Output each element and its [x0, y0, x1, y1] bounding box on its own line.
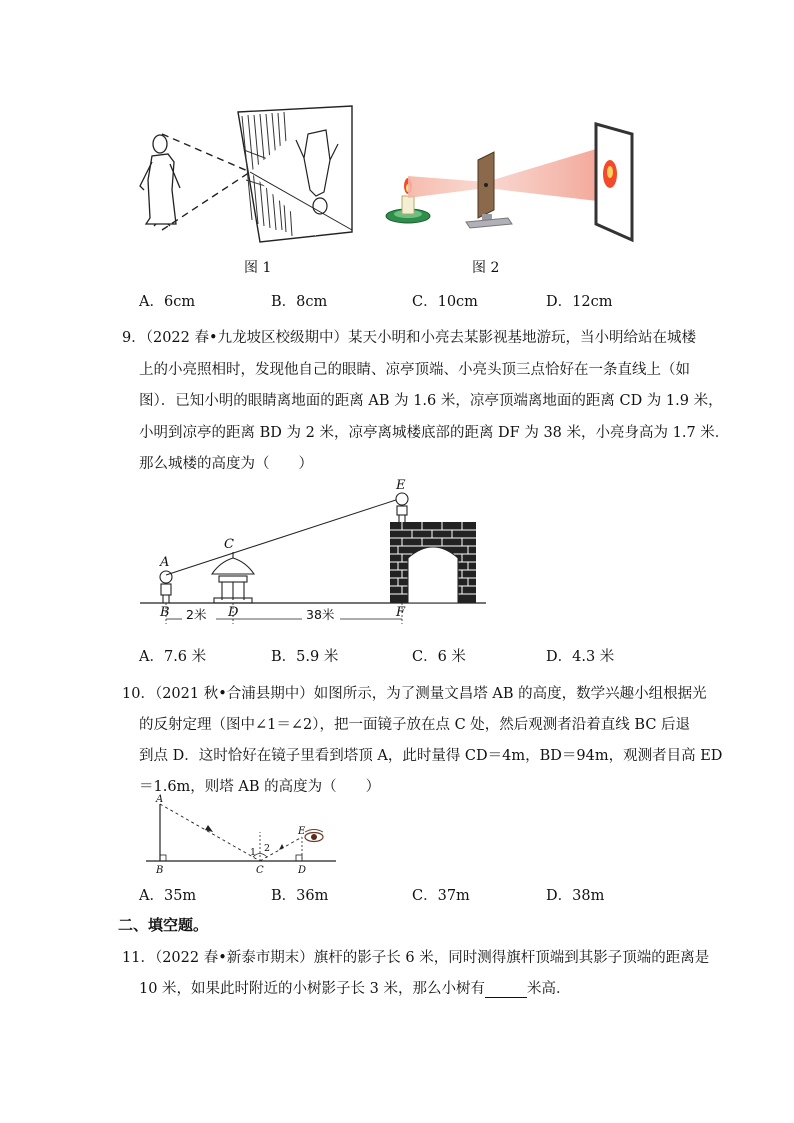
- q11-line-1: 11．（2022 春•新泰市期末）旗杆的影子长 6 米，同时测得旗杆顶端到其影子顶端的距离是: [122, 950, 710, 966]
- q9-line-2: 上的小亮照相时，发现他自己的眼睛、凉亭顶端、小亮头顶三点恰好在一条直线上（如: [139, 362, 690, 378]
- label-b: B: [156, 865, 164, 876]
- q10-line-2: 的反射定理（图中∠1＝∠2），把一面镜子放在点 C 处，然后观测者沿着直线 BC 后退: [139, 717, 691, 733]
- section-fill-in-title: 二、填空题。: [118, 916, 209, 934]
- label-e: E: [298, 826, 306, 837]
- q10-figure: [140, 792, 340, 878]
- q10-line-3: 到点 D．这时恰好在镜子里看到塔顶 A，此时量得 CD＝4m，BD＝94m，观测者目高 ED: [139, 748, 723, 764]
- figure-2-candle-pinhole: [382, 118, 638, 248]
- dist-df: 38米: [306, 607, 335, 622]
- q9-option-d[interactable]: D．4.3 米: [546, 649, 615, 665]
- angle-2: 2: [264, 843, 271, 854]
- q8-option-b[interactable]: B．8cm: [271, 294, 328, 310]
- q10-option-b[interactable]: B．36m: [271, 888, 329, 904]
- figure-2-caption: 图 2: [472, 260, 500, 276]
- q9-line-1: 9．（2022 春•九龙坡区校级期中）某天小明和小亮去某影视基地游玩，当小明给站在城楼: [122, 330, 697, 346]
- q11-line-2: [139, 977, 571, 998]
- q10-option-a[interactable]: A．35m: [139, 888, 197, 904]
- sight-line: [166, 498, 402, 575]
- q10-option-d[interactable]: D．38m: [546, 888, 605, 904]
- q9-line-5: 那么城楼的高度为（ ）: [139, 456, 313, 472]
- q8-option-d[interactable]: D．12cm: [546, 294, 613, 310]
- q10-option-c[interactable]: C．37m: [412, 888, 470, 904]
- q11-line-2-text-b: 米高．: [527, 981, 571, 997]
- label-d: D: [228, 605, 239, 620]
- label-c: C: [256, 865, 264, 876]
- pavilion: [212, 552, 254, 603]
- figure-1-pinhole-person: [130, 100, 362, 250]
- candle: [402, 196, 414, 214]
- q9-option-c[interactable]: C．6 米: [412, 649, 466, 665]
- label-d: D: [298, 865, 307, 876]
- q10-line-4: ＝1.6m，则塔 AB 的高度为（ ）: [139, 779, 381, 795]
- label-c: C: [224, 537, 234, 552]
- label-a: A: [160, 555, 170, 570]
- label-e: E: [396, 478, 406, 493]
- q8-option-c[interactable]: C．10cm: [412, 294, 478, 310]
- angle-1: 1: [250, 847, 257, 858]
- incident-ray: [160, 804, 260, 861]
- person-silhouette: [140, 135, 180, 226]
- label-a: A: [156, 794, 164, 805]
- city-gate: [390, 522, 476, 603]
- q9-line-4: 小明到凉亭的距离 BD 为 2 米，凉亭离城楼底部的距离 DF 为 38 米，小亮身高为 1.7 米．: [139, 425, 730, 441]
- person-xiaoming: [160, 571, 172, 603]
- q9-figure: [140, 476, 490, 626]
- q9-option-a[interactable]: A．7.6 米: [139, 649, 207, 665]
- q11-line-2-text-a: 10 米，如果此时附近的小树影子长 3 米，那么小树有: [139, 981, 486, 997]
- figure-1-caption: 图 1: [244, 260, 272, 276]
- q11-answer-blank[interactable]: [485, 983, 527, 998]
- dist-bd: 2米: [186, 607, 207, 622]
- label-b: B: [160, 605, 170, 620]
- q9-option-b[interactable]: B．5.9 米: [271, 649, 339, 665]
- q10-line-1: 10．（2021 秋•合浦县期中）如图所示，为了测量文昌塔 AB 的高度，数学兴趣小组根据光: [122, 686, 707, 702]
- eye-icon: [305, 830, 323, 842]
- person-xiaoliang: [396, 493, 408, 522]
- q9-line-3: 图）．已知小明的眼睛离地面的距离 AB 为 1.6 米，凉亭顶端离地面的距离 CD 为 1.9 米，: [139, 393, 723, 409]
- q8-option-a[interactable]: A．6cm: [139, 294, 196, 310]
- label-f: F: [396, 605, 406, 620]
